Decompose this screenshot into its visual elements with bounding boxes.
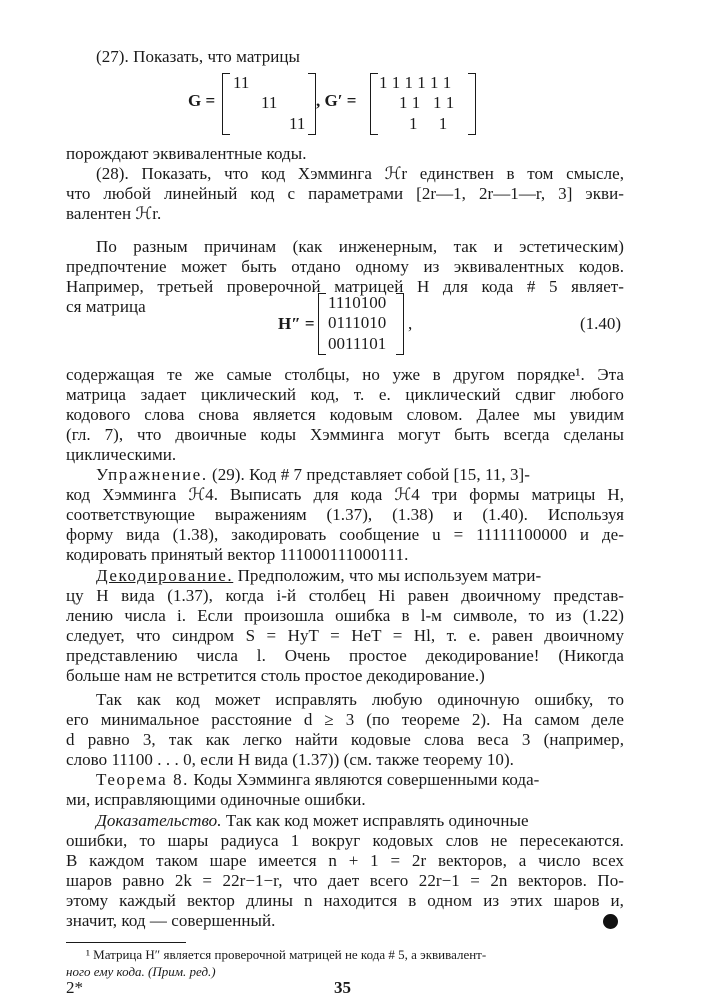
paragraph-line: По разным причинам (как инженерным, так и эстетическим): [96, 237, 624, 256]
footnote-rule: [66, 942, 186, 943]
proof-heading: Доказательство.: [96, 811, 222, 830]
matrix-g-row: 11: [261, 93, 278, 112]
exercise-27-intro: (27). Показать, что матрицы: [96, 47, 301, 66]
paragraph-line: Например, третьей проверочной матрицей H для кода # 5 являет-: [66, 277, 624, 296]
decoding-line: больше нам не встретится столь простое декодирование.): [66, 666, 485, 685]
matrix-gp-row: 1 1 1 1: [399, 93, 455, 112]
footnote-line: ного ему кода. (Прим. ред.): [66, 964, 216, 979]
proof-first-line: [96, 811, 624, 831]
paragraph-line: слово 11100 . . . 0, если H вида (1.37)) (см. также теорему 10).: [66, 750, 514, 769]
paragraph-line: матрица задает циклический код, т. е. циклический сдвиг любого: [66, 385, 624, 404]
paragraph-line: Так как код может исправлять любую одиночную ошибку, то: [96, 690, 624, 709]
paragraph-line: предпочтение может быть отдано одному из эквивалентных кодов.: [66, 257, 624, 276]
decoding-line: цу H вида (1.37), когда i-й столбец Hi равен двоичному представ-: [66, 586, 624, 605]
page-number: 35: [334, 978, 352, 997]
matrix-h2-label: H″ =: [278, 314, 315, 333]
paragraph-line: содержащая те же самые столбцы, но уже в другом порядке¹. Эта: [66, 365, 624, 384]
matrix-h2-row: 0111010: [328, 313, 387, 332]
paragraph-line: кодового слова снова является кодовым словом. Далее мы увидим: [66, 405, 624, 424]
exercise-28-line: что любой линейный код с параметрами [2r—1, 2r—1—r, 3] экви-: [66, 184, 624, 203]
equation-comma: ,: [408, 314, 413, 333]
matrix-g-row: 11: [233, 73, 250, 92]
proof-line: значит, код — совершенный.: [66, 911, 276, 930]
exercise-29-line: соответствующие выражениям (1.37), (1.38) и (1.40). Используя: [66, 505, 624, 524]
matrix-g-label: G =: [188, 91, 216, 110]
paragraph-line: циклическими.: [66, 445, 177, 464]
theorem-line: ми, исправляющими одиночные ошибки.: [66, 790, 366, 809]
exercise-29-first-line: [96, 465, 624, 485]
exercise-29-line: код Хэмминга ℋ4. Выписать для кода ℋ4 три формы матрицы H,: [66, 485, 624, 504]
paragraph-line: d равно 3, так как легко найти кодовые слова веса 3 (например,: [66, 730, 624, 749]
exercise-29-line: форму вида (1.38), закодировать сообщение u = 11111100000 и де-: [66, 525, 624, 544]
exercise-28-line: (28). Показать, что код Хэмминга ℋr единствен в том смысле,: [96, 164, 624, 183]
theorem-line: Коды Хэмминга являются совершенными кода-: [193, 770, 540, 789]
theorem-first-line: [96, 770, 624, 790]
decoding-line: представлению числа l. Очень простое декодирование! (Никогда: [66, 646, 624, 665]
proof-line: ошибки, то шары радиуса 1 вокруг кодовых слов не пересекаются.: [66, 831, 624, 850]
footnote-line: ¹ Матрица H″ является проверочной матрицей не кода # 5, а эквивалент-: [86, 947, 487, 962]
proof-line: Так как код может исправлять одиночные: [225, 811, 529, 830]
proof-line: В каждом таком шаре имеется n + 1 = 2r векторов, а число всех: [66, 851, 624, 870]
matrix-h2-row: 1110100: [328, 293, 387, 312]
decoding-line: лению числа i. Если произошла ошибка в l-м символе, то из (1.22): [66, 606, 624, 625]
matrix-g: [222, 73, 316, 135]
matrix-gp-label: , G′ =: [316, 91, 357, 110]
matrix-h2: [318, 293, 404, 355]
paragraph-line: его минимальное расстояние d ≥ 3 (по теореме 2). На самом деле: [66, 710, 624, 729]
signature-mark: 2*: [66, 978, 84, 997]
exercise-27-outro: порождают эквивалентные коды.: [66, 144, 307, 163]
equation-number: (1.40): [580, 314, 622, 333]
paragraph-line: (гл. 7), что двоичные коды Хэмминга могут быть всегда сделаны: [66, 425, 624, 444]
proof-line: этому каждый вектор длины n находится в одном из этих шаров и,: [66, 891, 624, 910]
end-of-proof-icon: [603, 914, 618, 929]
matrix-gp-row: 1 1: [409, 114, 448, 133]
exercise-28-line: валентен ℋr.: [66, 204, 162, 223]
matrix-g-prime: [370, 73, 476, 135]
matrix-g-row: 11: [289, 114, 306, 133]
exercise-29-line: кодировать принятый вектор 111000111000111.: [66, 545, 409, 564]
proof-line: шаров равно 2k = 22r−1−r, что дает всего 22r−1 = 2n векторов. По-: [66, 871, 624, 890]
paragraph-line: ся матрица: [66, 297, 146, 316]
theorem-heading: Теорема 8.: [96, 770, 190, 789]
decoding-line: следует, что синдром S = HyT = HeT = Hl, т. е. равен двоичному: [66, 626, 624, 645]
matrix-h2-row: 0011101: [328, 334, 387, 353]
decoding-heading: Декодирование.: [96, 566, 234, 585]
exercise-heading: Упражнение.: [96, 465, 208, 484]
matrix-gp-row: 1 1 1 1 1 1: [379, 73, 452, 92]
decoding-line: Предположим, что мы используем матри-: [237, 566, 542, 585]
decoding-first-line: [96, 566, 624, 586]
exercise-29-line: (29). Код # 7 представляет собой [15, 11, 3]-: [211, 465, 530, 484]
